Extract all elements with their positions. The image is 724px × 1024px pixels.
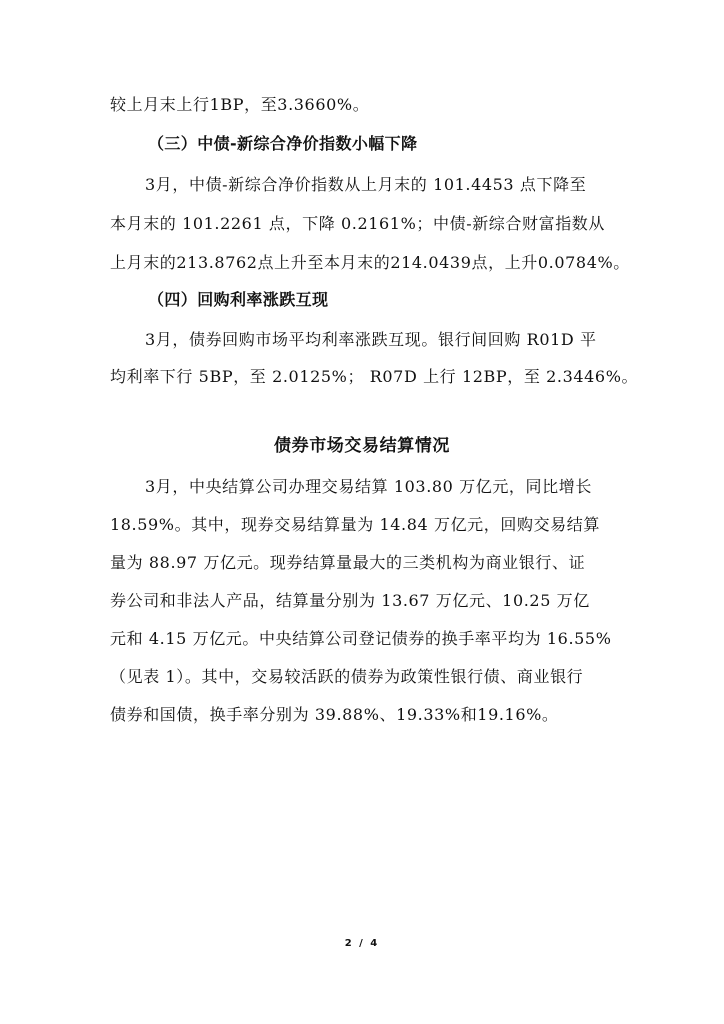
section-title: 债券市场交易结算情况 [274,436,450,456]
paragraph-line: 债券和国债，换手率分别为 39.88%、19.33%和19.16%。 [110,705,559,724]
paragraph-line: 量为 88.97 万亿元。现券结算量最大的三类机构为商业银行、证 [110,553,586,572]
paragraph-line: 18.59%。其中，现券交易结算量为 14.84 万亿元，回购交易结算 [110,515,600,534]
paragraph-line: （见表 1）。其中，交易较活跃的债券为政策性银行债、商业银行 [110,667,584,686]
paragraph-line: 上月末的213.8762点上升至本月末的214.0439点，上升0.0784%。 [110,253,630,272]
paragraph-line: 3月，中债-新综合净价指数从上月末的 101.4453 点下降至 [145,175,587,194]
paragraph-line: 均利率下行 5BP，至 2.0125%； R07D 上行 12BP，至 2.3446%。 [110,367,639,386]
paragraph-line: 较上月末上行1BP，至3.3660%。 [110,95,370,114]
paragraph-line: 券公司和非法人产品，结算量分别为 13.67 万亿元、10.25 万亿 [110,591,590,610]
paragraph-line: 3月，中央结算公司办理交易结算 103.80 万亿元，同比增长 [145,477,592,496]
section-heading-4: （四）回购利率涨跌互现 [148,290,329,309]
section-heading-3: （三）中债-新综合净价指数小幅下降 [148,134,418,153]
paragraph-line: 3月，债券回购市场平均利率涨跌互现。银行间回购 R01D 平 [145,330,597,349]
paragraph-line: 元和 4.15 万亿元。中央结算公司登记债券的换手率平均为 16.55% [110,629,612,648]
paragraph-line: 本月末的 101.2261 点，下降 0.2161%；中债-新综合财富指数从 [110,214,605,233]
page-number: 2 / 4 [344,938,380,949]
